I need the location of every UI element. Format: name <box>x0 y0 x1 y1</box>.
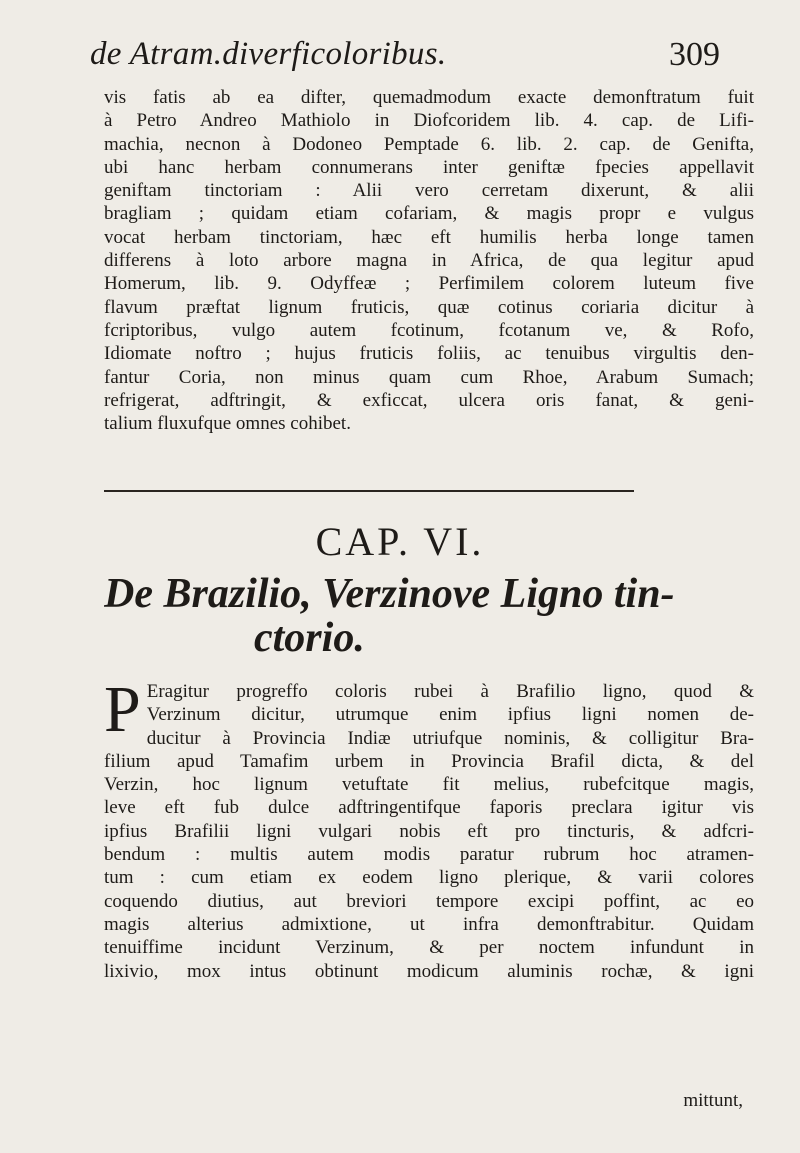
text-line: talium fluxufque omnes cohibet. <box>104 413 351 435</box>
chapter-title <box>104 572 754 660</box>
text-line: lixivio, mox intus obtinunt modicum aluminis rochæ, & igni <box>104 960 754 982</box>
catchword: mittunt, <box>683 1090 743 1111</box>
chapter-body <box>104 673 754 983</box>
text-line: bendum : multis autem modis paratur rubrum hoc atramen- <box>104 844 754 866</box>
text-line: Homerum, lib. 9. Odyffeæ ; Perfimilem colorem luteum five <box>104 273 754 295</box>
text-line: Idiomate noftro ; hujus fruticis foliis, ac tenuibus virgultis den- <box>104 343 754 365</box>
text-line: à Petro Andreo Mathiolo in Diofcoridem lib. 4. cap. de Lifi- <box>104 110 754 132</box>
page-header <box>90 36 720 76</box>
section-divider <box>104 490 634 492</box>
text-line: refrigerat, adftringit, & exficcat, ulcera oris fanat, & geni- <box>104 389 754 411</box>
text-line: coquendo diutius, aut breviori tempore excipi poffint, ac eo <box>104 890 754 912</box>
drop-cap: P <box>104 673 141 746</box>
text-line: ducitur à Provincia Indiæ utriufque nominis, & colligitur Bra- <box>146 727 754 749</box>
text-line: fcriptoribus, vulgo autem fcotinum, fcotanum ve, & Rofo, <box>104 319 754 341</box>
chapter-title-line: De Brazilio, Verzinove Ligno tin- <box>104 572 675 616</box>
chapter-title-line: ctorio. <box>254 615 365 661</box>
text-line: tenuiffime incidunt Verzinum, & per noctem infundunt in <box>104 937 754 959</box>
text-line: ubi hanc herbam connumerans inter geniftæ fpecies appellavit <box>104 156 754 178</box>
text-line: machia, necnon à Dodoneo Pemptade 6. lib. 2. cap. de Genifta, <box>104 133 754 155</box>
text-line: tum : cum etiam ex eodem ligno plerique, & varii colores <box>104 867 754 889</box>
text-line: Eragitur progreffo coloris rubei à Brafilio ligno, quod & <box>146 681 754 702</box>
text-line: filium apud Tamafim urbem in Provincia Brafil dicta, & del <box>104 750 754 772</box>
top-paragraph <box>104 86 754 435</box>
text-line: Verzinum dicitur, utrumque enim ipfius ligni nomen de- <box>146 704 754 726</box>
text-line: magis alterius admixtione, ut infra demonftrabitur. Quidam <box>104 913 754 935</box>
text-line: vocat herbam tinctoriam, hæc eft humilis herba longe tamen <box>104 226 754 248</box>
text-line: leve eft fub dulce adftringentifque faporis preclara igitur vis <box>104 797 754 819</box>
running-title: de Atram.diverficoloribus. <box>90 36 447 72</box>
chapter-number: CAP. VI. <box>315 519 485 564</box>
text-line: bragliam ; quidam etiam cofariam, & magis propr e vulgus <box>104 203 754 225</box>
text-line: differens à loto arbore magna in Africa, de qua legitur apud <box>104 250 754 272</box>
text-line: geniftam tinctoriam : Alii vero cerretam dixerunt, & alii <box>104 180 754 202</box>
page-number: 309 <box>669 36 720 73</box>
text-line: vis fatis ab ea difter, quemadmodum exacte demonftratum fuit <box>104 87 754 108</box>
text-line: flavum præftat lignum fruticis, quæ cotinus coriaria dicitur à <box>104 296 754 318</box>
text-line: ipfius Brafilii ligni vulgari nobis eft pro tincturis, & adfcri- <box>104 820 754 842</box>
text-line: Verzin, hoc lignum vetuftate fit melius, rubefcitque magis, <box>104 774 754 796</box>
text-line: fantur Coria, non minus quam cum Rhoe, Arabum Sumach; <box>104 366 754 388</box>
